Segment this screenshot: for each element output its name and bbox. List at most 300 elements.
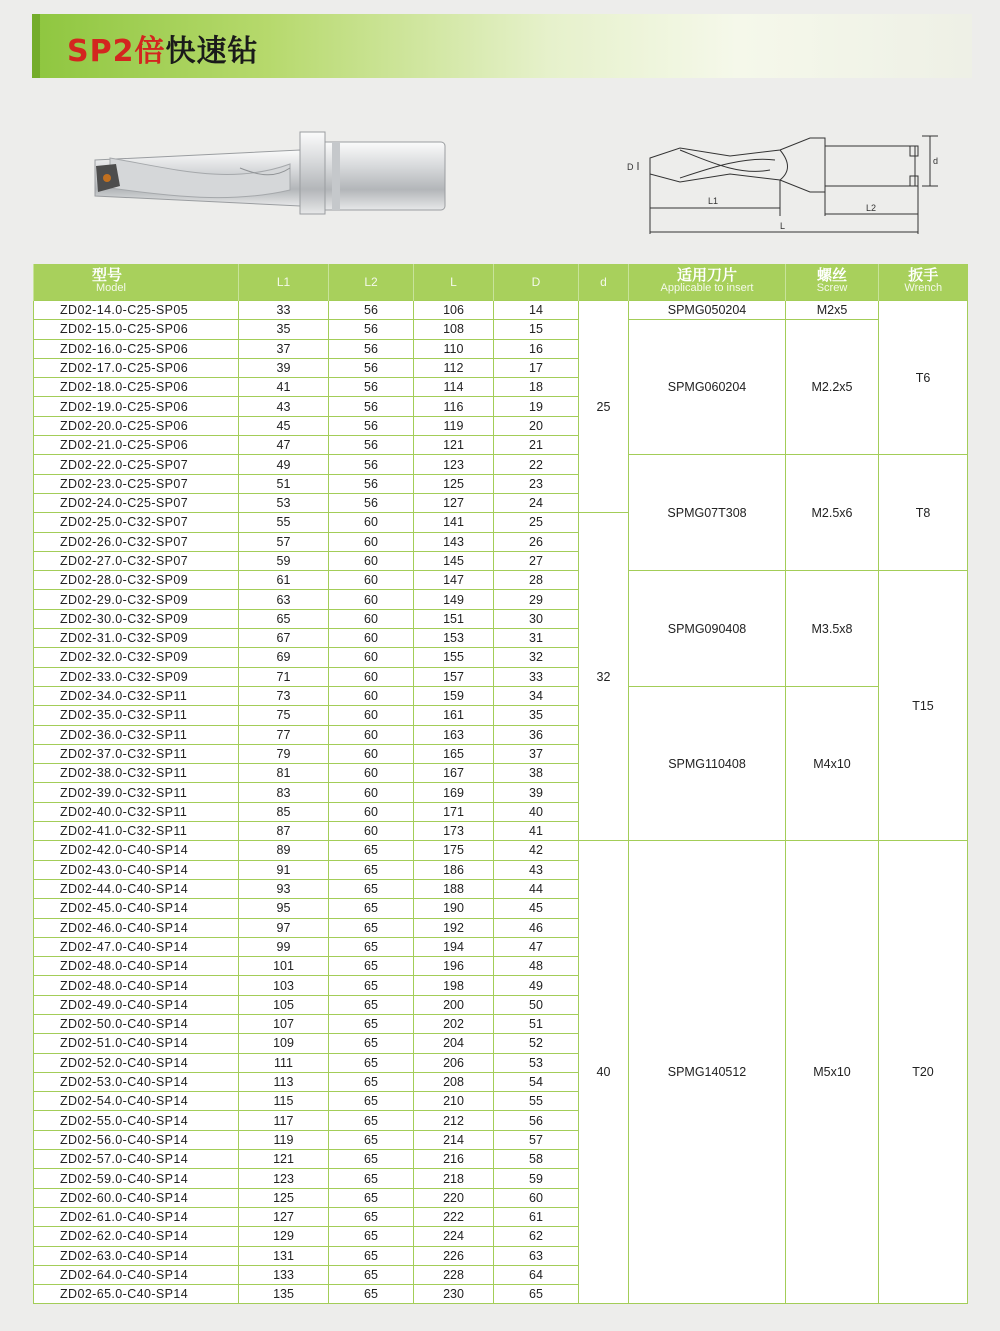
header-l2: L2 [329, 264, 414, 301]
cell-model: ZD02-65.0-C40-SP14 [34, 1285, 239, 1304]
page-title-cn-red: 倍 [134, 34, 166, 69]
cell-l2: 60 [329, 783, 414, 802]
cell-l2: 56 [329, 301, 414, 320]
cell-d-upper: 59 [494, 1169, 579, 1188]
cell-d-upper: 48 [494, 957, 579, 976]
cell-l: 171 [414, 802, 494, 821]
cell-l: 226 [414, 1246, 494, 1265]
cell-l: 206 [414, 1053, 494, 1072]
cell-l2: 65 [329, 1072, 414, 1091]
cell-l1: 93 [239, 879, 329, 898]
cell-l1: 109 [239, 1034, 329, 1053]
cell-d-upper: 17 [494, 358, 579, 377]
cell-d-upper: 52 [494, 1034, 579, 1053]
cell-l1: 37 [239, 339, 329, 358]
cell-l1: 99 [239, 937, 329, 956]
cell-l: 153 [414, 629, 494, 648]
cell-l: 145 [414, 551, 494, 570]
cell-model: ZD02-29.0-C32-SP09 [34, 590, 239, 609]
cell-model: ZD02-51.0-C40-SP14 [34, 1034, 239, 1053]
cell-l2: 65 [329, 1053, 414, 1072]
cell-l2: 60 [329, 744, 414, 763]
drill-photo [90, 128, 450, 223]
cell-model: ZD02-30.0-C32-SP09 [34, 609, 239, 628]
cell-l: 143 [414, 532, 494, 551]
cell-d-upper: 43 [494, 860, 579, 879]
cell-l: 163 [414, 725, 494, 744]
cell-insert: SPMG07T308 [629, 455, 786, 571]
page-title-cn-black: 快速钻 [165, 34, 259, 69]
cell-model: ZD02-31.0-C32-SP09 [34, 629, 239, 648]
cell-model: ZD02-26.0-C32-SP07 [34, 532, 239, 551]
cell-model: ZD02-20.0-C25-SP06 [34, 416, 239, 435]
cell-l: 222 [414, 1207, 494, 1226]
cell-l1: 39 [239, 358, 329, 377]
cell-d-upper: 14 [494, 301, 579, 320]
cell-l2: 60 [329, 571, 414, 590]
cell-model: ZD02-34.0-C32-SP11 [34, 686, 239, 705]
table-row [34, 571, 968, 590]
cell-l: 157 [414, 667, 494, 686]
cell-l1: 57 [239, 532, 329, 551]
banner-stripe [32, 14, 40, 78]
cell-model: ZD02-15.0-C25-SP06 [34, 320, 239, 339]
cell-l1: 63 [239, 590, 329, 609]
cell-shank-d: 25 [579, 301, 629, 513]
cell-d-upper: 20 [494, 416, 579, 435]
cell-l2: 56 [329, 436, 414, 455]
cell-model: ZD02-36.0-C32-SP11 [34, 725, 239, 744]
spec-table-body [34, 301, 968, 1304]
cell-l: 228 [414, 1265, 494, 1284]
diagram-label-L2: L2 [866, 203, 877, 213]
cell-insert: SPMG140512 [629, 841, 786, 1304]
cell-l2: 60 [329, 802, 414, 821]
cell-d-upper: 21 [494, 436, 579, 455]
cell-l2: 56 [329, 378, 414, 397]
cell-l: 141 [414, 513, 494, 532]
cell-l1: 105 [239, 995, 329, 1014]
cell-l2: 56 [329, 493, 414, 512]
cell-model: ZD02-37.0-C32-SP11 [34, 744, 239, 763]
cell-l: 216 [414, 1150, 494, 1169]
cell-l: 106 [414, 301, 494, 320]
cell-l1: 45 [239, 416, 329, 435]
cell-model: ZD02-43.0-C40-SP14 [34, 860, 239, 879]
cell-d-upper: 36 [494, 725, 579, 744]
cell-model: ZD02-54.0-C40-SP14 [34, 1092, 239, 1111]
cell-l1: 121 [239, 1150, 329, 1169]
cell-l: 190 [414, 899, 494, 918]
cell-l1: 119 [239, 1130, 329, 1149]
cell-l: 125 [414, 474, 494, 493]
cell-l1: 101 [239, 957, 329, 976]
cell-l1: 113 [239, 1072, 329, 1091]
cell-l1: 73 [239, 686, 329, 705]
cell-wrench: T15 [879, 571, 968, 841]
table-row [34, 320, 968, 339]
cell-d-upper: 27 [494, 551, 579, 570]
cell-l1: 75 [239, 706, 329, 725]
cell-l1: 69 [239, 648, 329, 667]
cell-l1: 61 [239, 571, 329, 590]
cell-wrench: T8 [879, 455, 968, 571]
cell-model: ZD02-50.0-C40-SP14 [34, 1014, 239, 1033]
header-wrench: 扳手 Wrench [879, 264, 968, 301]
cell-d-upper: 28 [494, 571, 579, 590]
cell-model: ZD02-61.0-C40-SP14 [34, 1207, 239, 1226]
cell-l1: 83 [239, 783, 329, 802]
cell-l: 186 [414, 860, 494, 879]
cell-model: ZD02-17.0-C25-SP06 [34, 358, 239, 377]
title-banner [32, 14, 972, 78]
cell-d-upper: 61 [494, 1207, 579, 1226]
drill-dimension-diagram [620, 126, 945, 241]
cell-l2: 65 [329, 1207, 414, 1226]
cell-d-upper: 63 [494, 1246, 579, 1265]
cell-l1: 103 [239, 976, 329, 995]
cell-model: ZD02-62.0-C40-SP14 [34, 1227, 239, 1246]
cell-l2: 65 [329, 1111, 414, 1130]
cell-l2: 60 [329, 629, 414, 648]
cell-wrench: T6 [879, 301, 968, 455]
cell-l1: 129 [239, 1227, 329, 1246]
cell-d-upper: 45 [494, 899, 579, 918]
cell-l2: 56 [329, 416, 414, 435]
cell-l: 198 [414, 976, 494, 995]
page-title [67, 26, 258, 70]
cell-d-upper: 64 [494, 1265, 579, 1284]
cell-l2: 56 [329, 455, 414, 474]
header-d-lower: d [579, 264, 629, 301]
cell-l: 127 [414, 493, 494, 512]
cell-l: 212 [414, 1111, 494, 1130]
cell-screw: M4x10 [786, 686, 879, 840]
cell-model: ZD02-57.0-C40-SP14 [34, 1150, 239, 1169]
table-row [34, 841, 968, 860]
header-l1: L1 [239, 264, 329, 301]
cell-l2: 60 [329, 706, 414, 725]
cell-l2: 65 [329, 957, 414, 976]
cell-l: 108 [414, 320, 494, 339]
cell-l2: 65 [329, 976, 414, 995]
cell-l1: 65 [239, 609, 329, 628]
cell-insert: SPMG050204 [629, 301, 786, 320]
cell-l1: 95 [239, 899, 329, 918]
cell-l2: 65 [329, 1014, 414, 1033]
cell-l: 110 [414, 339, 494, 358]
cell-l1: 79 [239, 744, 329, 763]
cell-d-upper: 23 [494, 474, 579, 493]
table-row [34, 686, 968, 705]
cell-d-upper: 37 [494, 744, 579, 763]
cell-l: 214 [414, 1130, 494, 1149]
cell-l2: 60 [329, 590, 414, 609]
cell-l2: 65 [329, 1246, 414, 1265]
cell-l: 224 [414, 1227, 494, 1246]
cell-l: 167 [414, 764, 494, 783]
cell-model: ZD02-39.0-C32-SP11 [34, 783, 239, 802]
cell-model: ZD02-22.0-C25-SP07 [34, 455, 239, 474]
cell-l2: 65 [329, 1034, 414, 1053]
cell-model: ZD02-46.0-C40-SP14 [34, 918, 239, 937]
cell-l2: 60 [329, 725, 414, 744]
diagram-label-D: D [627, 162, 634, 172]
cell-l2: 60 [329, 764, 414, 783]
cell-l: 175 [414, 841, 494, 860]
cell-l: 173 [414, 822, 494, 841]
cell-l1: 33 [239, 301, 329, 320]
cell-d-upper: 58 [494, 1150, 579, 1169]
cell-l1: 81 [239, 764, 329, 783]
cell-d-upper: 42 [494, 841, 579, 860]
cell-d-upper: 30 [494, 609, 579, 628]
table-row [34, 301, 968, 320]
cell-l: 208 [414, 1072, 494, 1091]
cell-d-upper: 25 [494, 513, 579, 532]
cell-l2: 56 [329, 397, 414, 416]
cell-l2: 60 [329, 609, 414, 628]
cell-l2: 65 [329, 899, 414, 918]
cell-l: 123 [414, 455, 494, 474]
cell-l1: 87 [239, 822, 329, 841]
cell-model: ZD02-27.0-C32-SP07 [34, 551, 239, 570]
table-row [34, 455, 968, 474]
cell-model: ZD02-63.0-C40-SP14 [34, 1246, 239, 1265]
diagram-label-L: L [780, 221, 786, 231]
cell-d-upper: 26 [494, 532, 579, 551]
cell-l2: 60 [329, 513, 414, 532]
header-insert: 适用刀片 Applicable to insert [629, 264, 786, 301]
cell-l: 188 [414, 879, 494, 898]
cell-l: 165 [414, 744, 494, 763]
cell-d-upper: 16 [494, 339, 579, 358]
cell-model: ZD02-55.0-C40-SP14 [34, 1111, 239, 1130]
cell-d-upper: 19 [494, 397, 579, 416]
cell-insert: SPMG060204 [629, 320, 786, 455]
cell-l1: 89 [239, 841, 329, 860]
cell-l2: 56 [329, 358, 414, 377]
cell-d-upper: 24 [494, 493, 579, 512]
cell-screw: M2.2x5 [786, 320, 879, 455]
cell-l1: 71 [239, 667, 329, 686]
cell-model: ZD02-52.0-C40-SP14 [34, 1053, 239, 1072]
cell-model: ZD02-59.0-C40-SP14 [34, 1169, 239, 1188]
cell-l2: 65 [329, 841, 414, 860]
cell-model: ZD02-56.0-C40-SP14 [34, 1130, 239, 1149]
cell-l2: 65 [329, 937, 414, 956]
cell-l1: 51 [239, 474, 329, 493]
cell-d-upper: 47 [494, 937, 579, 956]
cell-l2: 65 [329, 918, 414, 937]
cell-l2: 65 [329, 1169, 414, 1188]
cell-model: ZD02-45.0-C40-SP14 [34, 899, 239, 918]
cell-l: 116 [414, 397, 494, 416]
cell-d-upper: 39 [494, 783, 579, 802]
cell-l: 159 [414, 686, 494, 705]
cell-model: ZD02-44.0-C40-SP14 [34, 879, 239, 898]
cell-d-upper: 32 [494, 648, 579, 667]
cell-d-upper: 50 [494, 995, 579, 1014]
page-title-latin: SP2 [67, 34, 135, 69]
cell-l: 155 [414, 648, 494, 667]
cell-d-upper: 40 [494, 802, 579, 821]
cell-model: ZD02-21.0-C25-SP06 [34, 436, 239, 455]
cell-l2: 56 [329, 320, 414, 339]
cell-d-upper: 31 [494, 629, 579, 648]
cell-model: ZD02-42.0-C40-SP14 [34, 841, 239, 860]
cell-l: 121 [414, 436, 494, 455]
cell-l: 200 [414, 995, 494, 1014]
cell-model: ZD02-32.0-C32-SP09 [34, 648, 239, 667]
cell-l: 151 [414, 609, 494, 628]
cell-l: 204 [414, 1034, 494, 1053]
cell-d-upper: 29 [494, 590, 579, 609]
cell-l2: 65 [329, 995, 414, 1014]
cell-model: ZD02-48.0-C40-SP14 [34, 976, 239, 995]
cell-l1: 53 [239, 493, 329, 512]
cell-model: ZD02-35.0-C32-SP11 [34, 706, 239, 725]
cell-model: ZD02-19.0-C25-SP06 [34, 397, 239, 416]
cell-d-upper: 15 [494, 320, 579, 339]
cell-l2: 65 [329, 1227, 414, 1246]
cell-model: ZD02-47.0-C40-SP14 [34, 937, 239, 956]
cell-l: 192 [414, 918, 494, 937]
cell-screw: M2.5x6 [786, 455, 879, 571]
cell-d-upper: 33 [494, 667, 579, 686]
cell-d-upper: 65 [494, 1285, 579, 1304]
cell-l1: 115 [239, 1092, 329, 1111]
cell-l2: 65 [329, 879, 414, 898]
cell-l2: 65 [329, 860, 414, 879]
cell-shank-d: 32 [579, 513, 629, 841]
cell-shank-d: 40 [579, 841, 629, 1304]
cell-d-upper: 38 [494, 764, 579, 783]
cell-l1: 97 [239, 918, 329, 937]
cell-d-upper: 49 [494, 976, 579, 995]
diagram-label-d: d [933, 156, 939, 166]
cell-l: 119 [414, 416, 494, 435]
cell-l2: 60 [329, 686, 414, 705]
cell-d-upper: 51 [494, 1014, 579, 1033]
cell-d-upper: 54 [494, 1072, 579, 1091]
cell-l1: 135 [239, 1285, 329, 1304]
cell-d-upper: 44 [494, 879, 579, 898]
cell-l1: 55 [239, 513, 329, 532]
cell-model: ZD02-28.0-C32-SP09 [34, 571, 239, 590]
cell-l2: 60 [329, 648, 414, 667]
cell-d-upper: 35 [494, 706, 579, 725]
cell-l: 230 [414, 1285, 494, 1304]
cell-l1: 127 [239, 1207, 329, 1226]
cell-model: ZD02-14.0-C25-SP05 [34, 301, 239, 320]
cell-d-upper: 41 [494, 822, 579, 841]
cell-model: ZD02-64.0-C40-SP14 [34, 1265, 239, 1284]
cell-model: ZD02-49.0-C40-SP14 [34, 995, 239, 1014]
cell-l2: 65 [329, 1092, 414, 1111]
header-screw: 螺丝 Screw [786, 264, 879, 301]
cell-l: 218 [414, 1169, 494, 1188]
cell-l: 112 [414, 358, 494, 377]
cell-d-upper: 53 [494, 1053, 579, 1072]
cell-l1: 133 [239, 1265, 329, 1284]
spec-table [33, 264, 968, 1304]
cell-screw: M3.5x8 [786, 571, 879, 687]
cell-l1: 111 [239, 1053, 329, 1072]
cell-l1: 131 [239, 1246, 329, 1265]
cell-model: ZD02-38.0-C32-SP11 [34, 764, 239, 783]
cell-l1: 117 [239, 1111, 329, 1130]
cell-model: ZD02-53.0-C40-SP14 [34, 1072, 239, 1091]
cell-l: 169 [414, 783, 494, 802]
cell-l2: 56 [329, 474, 414, 493]
cell-l2: 65 [329, 1188, 414, 1207]
cell-l2: 65 [329, 1265, 414, 1284]
cell-model: ZD02-18.0-C25-SP06 [34, 378, 239, 397]
cell-l: 196 [414, 957, 494, 976]
cell-d-upper: 56 [494, 1111, 579, 1130]
cell-d-upper: 18 [494, 378, 579, 397]
cell-l: 202 [414, 1014, 494, 1033]
cell-l: 194 [414, 937, 494, 956]
cell-l2: 60 [329, 551, 414, 570]
cell-d-upper: 34 [494, 686, 579, 705]
cell-model: ZD02-48.0-C40-SP14 [34, 957, 239, 976]
header-model: 型号 Model [34, 264, 239, 301]
cell-l1: 35 [239, 320, 329, 339]
cell-screw: M2x5 [786, 301, 879, 320]
cell-model: ZD02-33.0-C32-SP09 [34, 667, 239, 686]
cell-d-upper: 60 [494, 1188, 579, 1207]
table-header-row [34, 264, 968, 301]
cell-d-upper: 57 [494, 1130, 579, 1149]
header-l: L [414, 264, 494, 301]
cell-model: ZD02-16.0-C25-SP06 [34, 339, 239, 358]
cell-l1: 59 [239, 551, 329, 570]
cell-l1: 107 [239, 1014, 329, 1033]
cell-l: 147 [414, 571, 494, 590]
cell-l2: 56 [329, 339, 414, 358]
cell-d-upper: 55 [494, 1092, 579, 1111]
cell-screw: M5x10 [786, 841, 879, 1304]
cell-l: 220 [414, 1188, 494, 1207]
cell-l1: 43 [239, 397, 329, 416]
cell-model: ZD02-41.0-C32-SP11 [34, 822, 239, 841]
header-d-upper: D [494, 264, 579, 301]
cell-l: 161 [414, 706, 494, 725]
cell-l2: 60 [329, 822, 414, 841]
cell-l1: 67 [239, 629, 329, 648]
cell-l2: 60 [329, 532, 414, 551]
diagram-label-L1: L1 [708, 196, 719, 206]
cell-d-upper: 46 [494, 918, 579, 937]
cell-d-upper: 22 [494, 455, 579, 474]
cell-l: 114 [414, 378, 494, 397]
cell-d-upper: 62 [494, 1227, 579, 1246]
cell-l2: 60 [329, 667, 414, 686]
cell-l1: 125 [239, 1188, 329, 1207]
cell-l1: 47 [239, 436, 329, 455]
cell-insert: SPMG090408 [629, 571, 786, 687]
cell-model: ZD02-23.0-C25-SP07 [34, 474, 239, 493]
cell-model: ZD02-40.0-C32-SP11 [34, 802, 239, 821]
cell-l2: 65 [329, 1130, 414, 1149]
cell-model: ZD02-60.0-C40-SP14 [34, 1188, 239, 1207]
cell-l1: 85 [239, 802, 329, 821]
cell-model: ZD02-25.0-C32-SP07 [34, 513, 239, 532]
cell-l: 210 [414, 1092, 494, 1111]
cell-l1: 41 [239, 378, 329, 397]
